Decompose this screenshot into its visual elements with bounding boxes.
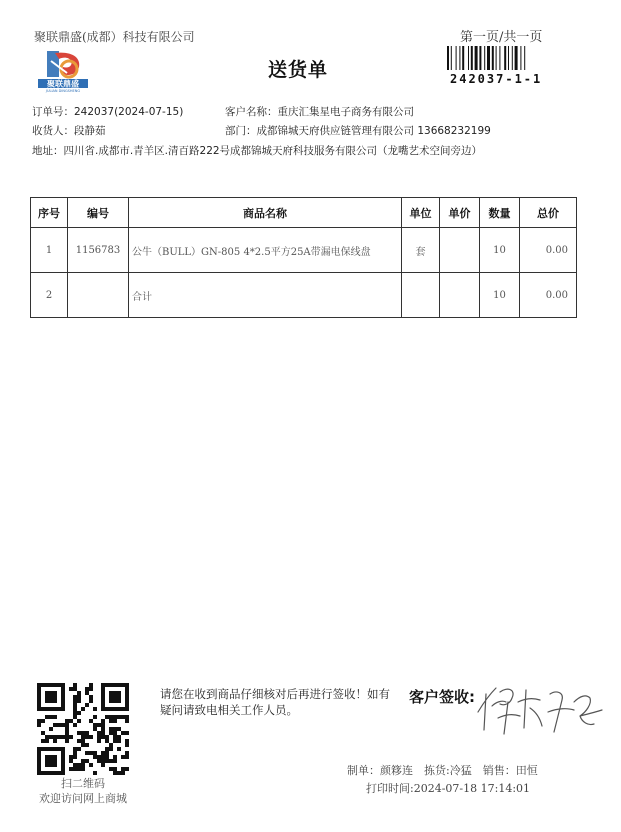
address: 地址：四川省.成都市.青羊区.清百路222号成都锦城天府科技服务有限公司（龙嘴艺术空间旁边） [32, 145, 483, 157]
logo-subtext: JULIAN DINGSHENG [45, 89, 81, 93]
staff-info: 制单：颜簃连 拣货:冷猛 销售：田恒 [347, 764, 538, 777]
qr-caption: 扫二维码 [61, 777, 105, 790]
document-title: 送货单 [268, 59, 329, 81]
qr-code [37, 683, 129, 775]
header-qty: 数量 [480, 198, 520, 228]
row-unit: 套 [402, 228, 440, 273]
row-price [440, 228, 480, 273]
row-product-name: 公牛（BULL）GN-805 4*2.5平方25A带漏电保线盘 [129, 228, 402, 273]
department: 部门：成都锦城天府供应链管理有限公司 13668232199 [225, 125, 491, 137]
row-unit [402, 273, 440, 318]
header-product-name: 商品名称 [129, 198, 402, 228]
logo-text: 聚联鼎盛 [47, 79, 79, 89]
header-total: 总价 [520, 198, 577, 228]
header-unit: 单位 [402, 198, 440, 228]
receiver: 收货人：段静茹 [32, 125, 106, 137]
header-seq: 序号 [31, 198, 68, 228]
row-seq: 2 [31, 273, 68, 318]
print-time: 打印时间:2024-07-18 17:14:01 [366, 782, 531, 795]
items-table [30, 197, 577, 318]
row-price [440, 273, 480, 318]
order-number: 订单号：242037(2024-07-15) [32, 106, 184, 118]
header-code: 编号 [68, 198, 129, 228]
table-header-row [31, 198, 577, 228]
logo-icon [37, 47, 89, 93]
customer-sign-label: 客户签收: [409, 688, 475, 706]
barcode [447, 46, 559, 70]
row-qty: 10 [480, 228, 520, 273]
row-product-name: 合计 [129, 273, 402, 318]
table-row [31, 228, 577, 273]
company-logo [37, 47, 89, 93]
customer-name: 客户名称：重庆汇集星电子商务有限公司 [225, 106, 414, 118]
header-price: 单价 [440, 198, 480, 228]
row-qty: 10 [480, 273, 520, 318]
row-total: 0.00 [520, 273, 577, 318]
row-total: 0.00 [520, 228, 577, 273]
handwritten-signature [470, 672, 610, 742]
barcode-number: 242037-1-1 [450, 72, 543, 86]
page-indicator: 第一页/共一页 [460, 30, 543, 45]
row-code [68, 273, 129, 318]
row-seq: 1 [31, 228, 68, 273]
qr-caption-mall: 欢迎访问网上商城 [39, 792, 127, 805]
company-name: 聚联鼎盛(成都）科技有限公司 [34, 30, 195, 44]
notice-text: 请您在收到商品仔细核对后再进行签收！如有疑问请致电相关工作人员。 [160, 687, 390, 717]
table-row [31, 273, 577, 318]
row-code: 1156783 [68, 228, 129, 273]
